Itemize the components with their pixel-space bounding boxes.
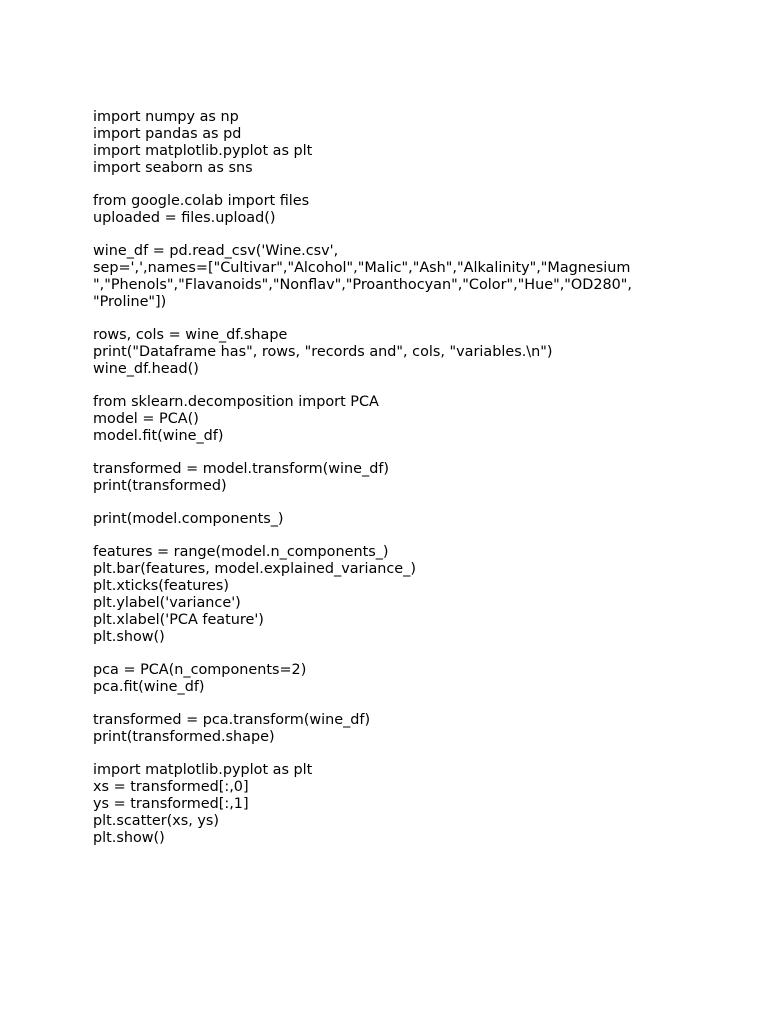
code-line: plt.bar(features, model.explained_variance_): [93, 561, 416, 577]
code-block: [93, 544, 733, 646]
code-line: plt.xticks(features): [93, 578, 229, 594]
code-line: import matplotlib.pyplot as plt: [93, 762, 313, 778]
code-line: transformed = pca.transform(wine_df): [93, 712, 371, 728]
code-block: [93, 193, 733, 227]
code-line: "Proline"]): [93, 294, 167, 310]
code-block: [93, 662, 733, 696]
code-line: xs = transformed[:,0]: [93, 779, 249, 795]
code-line: wine_df = pd.read_csv('Wine.csv',: [93, 243, 339, 259]
code-line: import numpy as np: [93, 109, 239, 125]
code-line: plt.show(): [93, 629, 165, 645]
code-line: pca.fit(wine_df): [93, 679, 205, 695]
code-line: features = range(model.n_components_): [93, 544, 389, 560]
code-line: plt.show(): [93, 830, 165, 846]
code-block: [93, 327, 733, 378]
code-line: plt.scatter(xs, ys): [93, 813, 220, 829]
code-line: ","Phenols","Flavanoids","Nonflav","Proanthocyan","Color","Hue","OD280",: [93, 277, 632, 293]
code-listing: [93, 109, 733, 863]
code-block: [93, 461, 733, 495]
code-line: print(model.components_): [93, 511, 284, 527]
code-line: print(transformed.shape): [93, 729, 275, 745]
code-line: model = PCA(): [93, 411, 199, 427]
code-block: [93, 243, 733, 311]
code-line: pca = PCA(n_components=2): [93, 662, 307, 678]
code-line: plt.ylabel('variance'): [93, 595, 241, 611]
code-line: wine_df.head(): [93, 361, 199, 377]
code-line: from sklearn.decomposition import PCA: [93, 394, 379, 410]
code-line: uploaded = files.upload(): [93, 210, 276, 226]
code-block: [93, 762, 733, 847]
code-block: [93, 511, 733, 528]
code-line: transformed = model.transform(wine_df): [93, 461, 390, 477]
code-line: model.fit(wine_df): [93, 428, 224, 444]
code-line: rows, cols = wine_df.shape: [93, 327, 288, 343]
code-block: [93, 109, 733, 177]
code-line: print(transformed): [93, 478, 227, 494]
code-block: [93, 712, 733, 746]
code-line: plt.xlabel('PCA feature'): [93, 612, 264, 628]
code-line: ys = transformed[:,1]: [93, 796, 249, 812]
code-line: print("Dataframe has", rows, "records and", cols, "variables.\n"): [93, 344, 553, 360]
code-line: sep=',',names=["Cultivar","Alcohol","Malic","Ash","Alkalinity","Magnesium: [93, 260, 631, 276]
code-block: [93, 394, 733, 445]
code-line: import seaborn as sns: [93, 160, 253, 176]
code-line: import matplotlib.pyplot as plt: [93, 143, 313, 159]
code-line: from google.colab import files: [93, 193, 310, 209]
code-line: import pandas as pd: [93, 126, 242, 142]
